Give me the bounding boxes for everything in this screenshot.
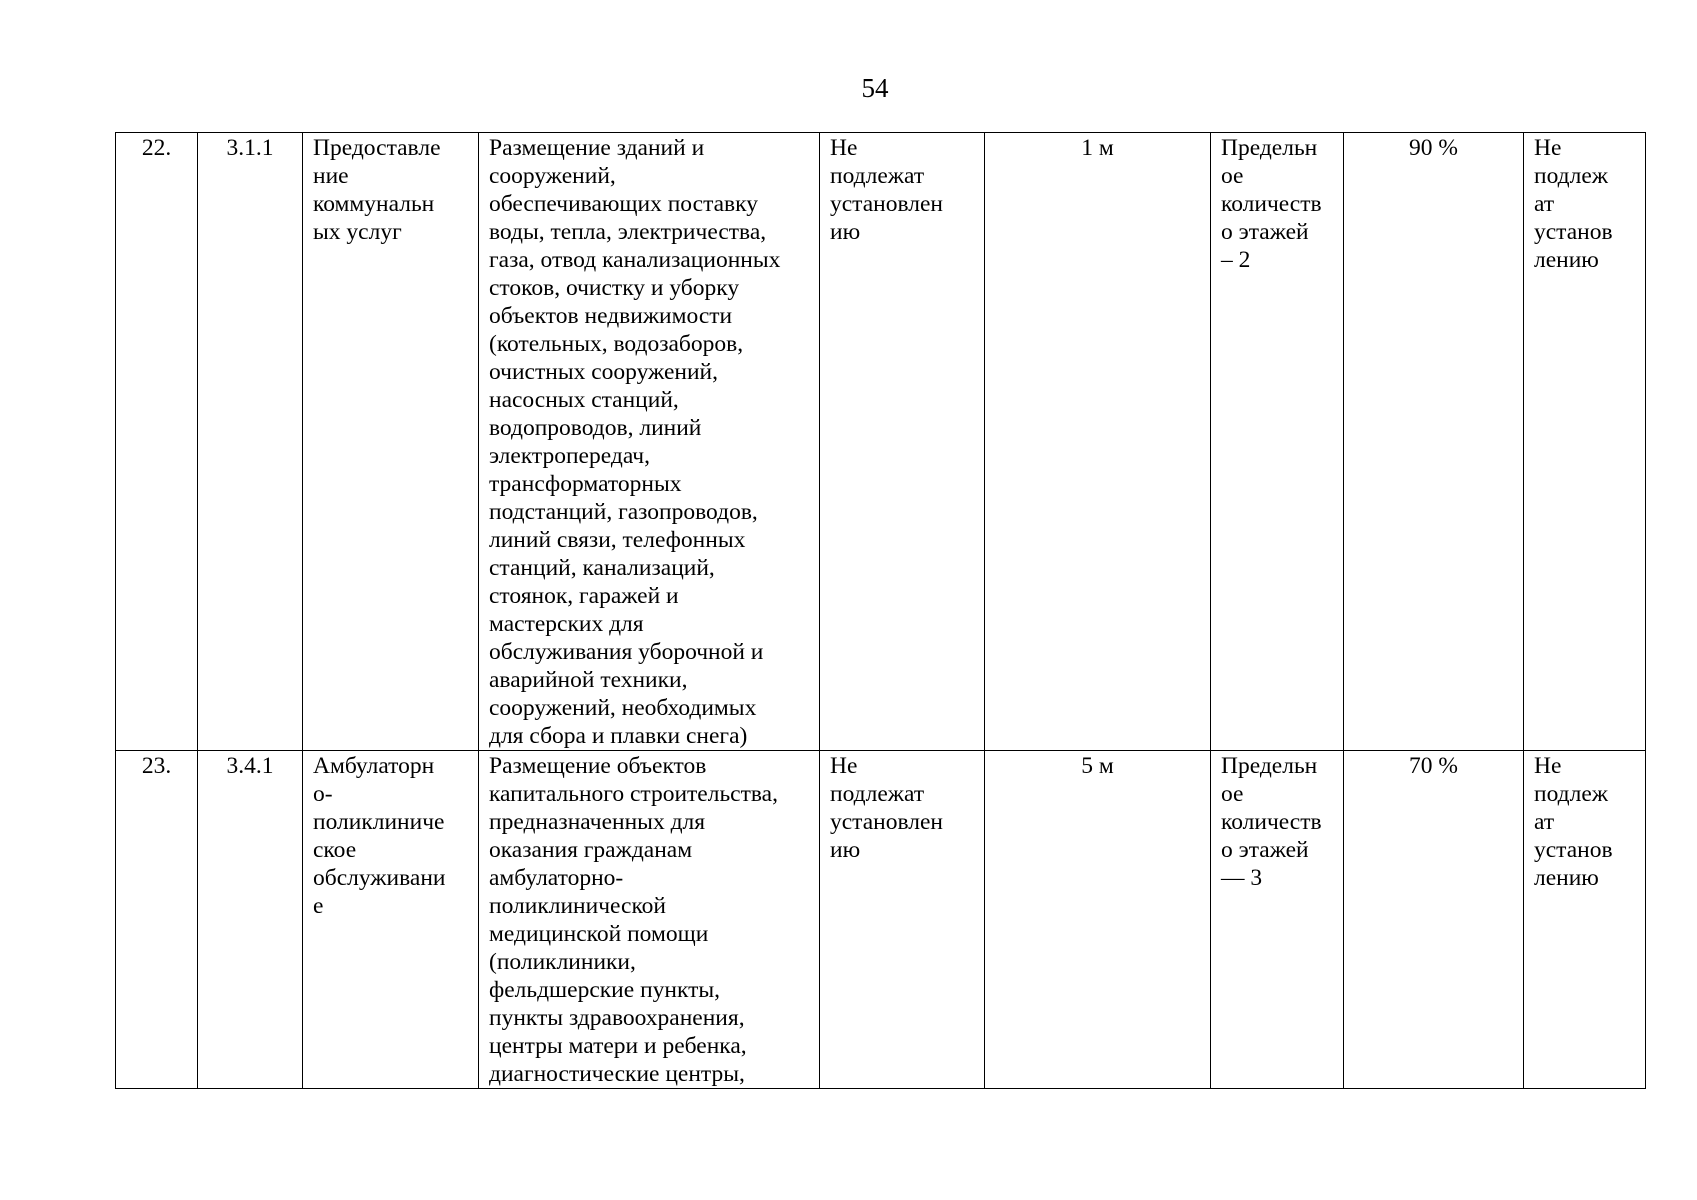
text-line: Амбулаторн [313,753,435,779]
text-line: Предельн [1221,753,1318,779]
other-params [1524,133,1646,751]
text-line: Размещение объектов [489,753,707,779]
min-indent: 5 м [985,751,1211,1089]
text-line: Не [830,135,858,161]
text-line: – 2 [1221,247,1251,273]
text-line: Не [1534,135,1562,161]
text-line: подлеж [1534,781,1608,807]
page-number: 54 [861,73,889,103]
text-line: для сбора и плавки снега) [489,723,748,749]
use-code: 3.1.1 [198,133,303,751]
text-line: газа, отвод канализационных [489,247,781,273]
text-line: установлен [830,191,944,217]
text-line: Предоставле [313,135,441,161]
use-code: 3.4.1 [198,751,303,1089]
text-line: воды, тепла, электричества, [489,219,767,245]
use-description [479,133,820,751]
text-line: станций, канализаций, [489,555,715,581]
max-coverage: 70 % [1344,751,1524,1089]
text-line: пункты здравоохранения, [489,1005,745,1031]
floor-limit [1211,751,1344,1089]
text-line: оказания гражданам [489,837,693,863]
text-line: лению [1534,865,1599,891]
text-line: центры матери и ребенка, [489,1033,747,1059]
text-line: стоянок, гаражей и [489,583,679,609]
text-line: коммунальн [313,191,435,217]
text-line: подлеж [1534,163,1608,189]
text-line: электропередач, [489,443,651,469]
text-line: (поликлиники, [489,949,636,975]
text-line: установ [1534,219,1613,245]
text-line: Размещение зданий и [489,135,705,161]
text-line: е [313,893,324,919]
text-line: фельдшерские пункты, [489,977,721,1003]
text-line: насосных станций, [489,387,679,413]
use-name [303,751,479,1089]
text-line: установлен [830,809,944,835]
text-line: поликлинической [489,893,667,919]
max-coverage: 90 % [1344,133,1524,751]
text-line: Предельн [1221,135,1318,161]
text-line: обслуживани [313,865,446,891]
text-line: — 3 [1221,865,1263,891]
text-line: трансформаторных [489,471,682,497]
table-row [116,133,1646,751]
plot-size-limits [820,751,985,1089]
text-line: подлежат [830,163,925,189]
zoning-regulations-table [115,132,1646,1089]
text-line: количеств [1221,191,1322,217]
use-description [479,751,820,1089]
text-line: подстанций, газопроводов, [489,499,758,525]
text-line: очистных сооружений, [489,359,718,385]
text-line: амбулаторно- [489,865,624,891]
text-line: ию [830,219,861,245]
text-line: стоков, очистку и уборку [489,275,740,301]
text-line: объектов недвижимости [489,303,733,329]
text-line: сооружений, [489,163,616,189]
text-line: ат [1534,809,1555,835]
text-line: о этажей [1221,837,1309,863]
text-line: количеств [1221,809,1322,835]
text-line: установ [1534,837,1613,863]
text-line: обеспечивающих поставку [489,191,758,217]
min-indent: 1 м [985,133,1211,751]
row-number: 22. [116,133,198,751]
text-line: лению [1534,247,1599,273]
text-line: ат [1534,191,1555,217]
text-line: водопроводов, линий [489,415,702,441]
text-line: линий связи, телефонных [489,527,746,553]
text-line: сооружений, необходимых [489,695,757,721]
text-line: о- [313,781,333,807]
other-params [1524,751,1646,1089]
text-line: обслуживания уборочной и [489,639,764,665]
text-line: ых услуг [313,219,402,245]
text-line: капитального строительства, [489,781,778,807]
text-line: Не [830,753,858,779]
text-line: подлежат [830,781,925,807]
floor-limit [1211,133,1344,751]
text-line: (котельных, водозаборов, [489,331,744,357]
text-line: поликлиниче [313,809,445,835]
text-line: ское [313,837,357,863]
text-line: аварийной техники, [489,667,688,693]
table-row [116,751,1646,1089]
text-line: ию [830,837,861,863]
text-line: ое [1221,781,1244,807]
use-name [303,133,479,751]
text-line: предназначенных для [489,809,706,835]
text-line: Не [1534,753,1562,779]
text-line: о этажей [1221,219,1309,245]
text-line: мастерских для [489,611,644,637]
text-line: диагностические центры, [489,1061,745,1087]
text-line: ое [1221,163,1244,189]
text-line: ние [313,163,349,189]
plot-size-limits [820,133,985,751]
text-line: медицинской помощи [489,921,709,947]
row-number: 23. [116,751,198,1089]
